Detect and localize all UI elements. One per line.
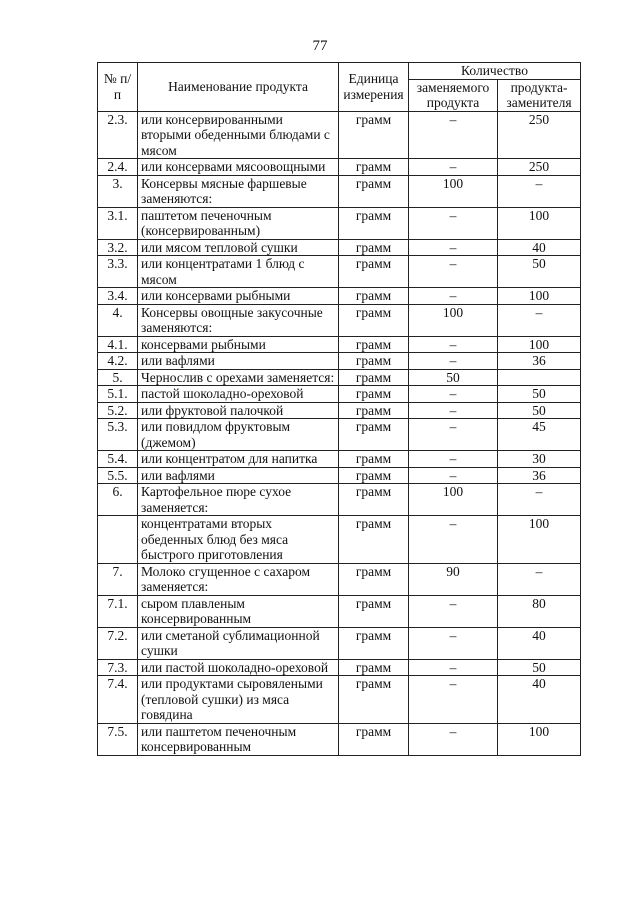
row-number: 3.3. bbox=[98, 256, 138, 288]
product-name: или паштетом печеночным консервированным bbox=[138, 723, 339, 755]
unit: грамм bbox=[339, 175, 409, 207]
row-number: 7.4. bbox=[98, 676, 138, 724]
substitute-qty: 36 bbox=[498, 467, 581, 484]
unit: грамм bbox=[339, 256, 409, 288]
substitute-qty: 100 bbox=[498, 288, 581, 305]
product-name: или консервами мясоовощными bbox=[138, 159, 339, 176]
unit: грамм bbox=[339, 595, 409, 627]
product-name: Молоко сгущенное с сахаром заменяется: bbox=[138, 563, 339, 595]
header-unit: Единица измерения bbox=[339, 63, 409, 112]
substitute-qty: 40 bbox=[498, 676, 581, 724]
unit: грамм bbox=[339, 563, 409, 595]
header-replaced: заменяемого продукта bbox=[409, 79, 498, 111]
unit: грамм bbox=[339, 467, 409, 484]
product-name: Картофельное пюре сухое заменяется: bbox=[138, 484, 339, 516]
table-row bbox=[98, 239, 581, 256]
substitute-qty: – bbox=[498, 484, 581, 516]
unit: грамм bbox=[339, 676, 409, 724]
replaced-qty: – bbox=[409, 419, 498, 451]
product-name: или сметаной сублимационной сушки bbox=[138, 627, 339, 659]
replaced-qty: – bbox=[409, 676, 498, 724]
product-name: или продуктами сыровялеными (тепловой сушки) из мяса говядина bbox=[138, 676, 339, 724]
substitute-qty: 30 bbox=[498, 451, 581, 468]
unit: грамм bbox=[339, 353, 409, 370]
row-number: 3.2. bbox=[98, 239, 138, 256]
header-quantity: Количество bbox=[409, 63, 581, 80]
row-number: 3. bbox=[98, 175, 138, 207]
table-row bbox=[98, 111, 581, 159]
row-number: 4.1. bbox=[98, 336, 138, 353]
table-row bbox=[98, 288, 581, 305]
unit: грамм bbox=[339, 419, 409, 451]
substitute-qty: 40 bbox=[498, 239, 581, 256]
table-row bbox=[98, 402, 581, 419]
unit: грамм bbox=[339, 516, 409, 564]
table-row bbox=[98, 516, 581, 564]
unit: грамм bbox=[339, 304, 409, 336]
unit: грамм bbox=[339, 484, 409, 516]
row-number: 6. bbox=[98, 484, 138, 516]
row-number bbox=[98, 516, 138, 564]
row-number: 5.3. bbox=[98, 419, 138, 451]
substitution-table bbox=[97, 62, 581, 756]
substitute-qty: 100 bbox=[498, 516, 581, 564]
unit: грамм bbox=[339, 159, 409, 176]
row-number: 7.3. bbox=[98, 659, 138, 676]
table-row bbox=[98, 563, 581, 595]
replaced-qty: – bbox=[409, 402, 498, 419]
substitute-qty: 45 bbox=[498, 419, 581, 451]
substitute-qty: – bbox=[498, 175, 581, 207]
substitute-qty: 100 bbox=[498, 723, 581, 755]
product-name: Консервы овощные закусочные заменяются: bbox=[138, 304, 339, 336]
table-row bbox=[98, 207, 581, 239]
unit: грамм bbox=[339, 386, 409, 403]
replaced-qty: 100 bbox=[409, 484, 498, 516]
product-name: или консервированными вторыми обеденными блюдами с мясом bbox=[138, 111, 339, 159]
substitute-qty: – bbox=[498, 304, 581, 336]
unit: грамм bbox=[339, 451, 409, 468]
unit: грамм bbox=[339, 659, 409, 676]
replaced-qty: – bbox=[409, 207, 498, 239]
product-name: или концентратами 1 блюд с мясом bbox=[138, 256, 339, 288]
substitute-qty: 100 bbox=[498, 336, 581, 353]
table-row bbox=[98, 353, 581, 370]
header-num: № п/п bbox=[98, 63, 138, 112]
unit: грамм bbox=[339, 627, 409, 659]
row-number: 2.3. bbox=[98, 111, 138, 159]
row-number: 4.2. bbox=[98, 353, 138, 370]
table-row bbox=[98, 676, 581, 724]
unit: грамм bbox=[339, 207, 409, 239]
substitute-qty: 80 bbox=[498, 595, 581, 627]
replaced-qty: – bbox=[409, 386, 498, 403]
unit: грамм bbox=[339, 239, 409, 256]
substitute-qty: 250 bbox=[498, 111, 581, 159]
replaced-qty: – bbox=[409, 659, 498, 676]
row-number: 3.4. bbox=[98, 288, 138, 305]
row-number: 2.4. bbox=[98, 159, 138, 176]
replaced-qty: – bbox=[409, 723, 498, 755]
table-row bbox=[98, 175, 581, 207]
substitute-qty: 100 bbox=[498, 207, 581, 239]
replaced-qty: – bbox=[409, 288, 498, 305]
substitute-qty: 50 bbox=[498, 256, 581, 288]
replaced-qty: 90 bbox=[409, 563, 498, 595]
row-number: 5.1. bbox=[98, 386, 138, 403]
unit: грамм bbox=[339, 288, 409, 305]
product-name: или мясом тепловой сушки bbox=[138, 239, 339, 256]
row-number: 3.1. bbox=[98, 207, 138, 239]
table-row bbox=[98, 369, 581, 386]
table-row bbox=[98, 256, 581, 288]
header-name: Наименование продукта bbox=[138, 63, 339, 112]
substitute-qty: 40 bbox=[498, 627, 581, 659]
product-name: сыром плавленым консервированным bbox=[138, 595, 339, 627]
product-name: или вафлями bbox=[138, 467, 339, 484]
substitute-qty: – bbox=[498, 563, 581, 595]
header-row-top bbox=[98, 63, 581, 80]
table-row bbox=[98, 659, 581, 676]
table-row bbox=[98, 627, 581, 659]
unit: грамм bbox=[339, 336, 409, 353]
product-name: или фруктовой палочкой bbox=[138, 402, 339, 419]
product-name: концентратами вторых обеденных блюд без мяса быстрого приготовления bbox=[138, 516, 339, 564]
replaced-qty: – bbox=[409, 239, 498, 256]
replaced-qty: 100 bbox=[409, 304, 498, 336]
product-name: или повидлом фруктовым (джемом) bbox=[138, 419, 339, 451]
replaced-qty: – bbox=[409, 336, 498, 353]
replaced-qty: – bbox=[409, 256, 498, 288]
table-row bbox=[98, 484, 581, 516]
product-name: Чернослив с орехами заменяется: bbox=[138, 369, 339, 386]
row-number: 5. bbox=[98, 369, 138, 386]
unit: грамм bbox=[339, 111, 409, 159]
table-row bbox=[98, 419, 581, 451]
substitute-qty: 250 bbox=[498, 159, 581, 176]
table-row bbox=[98, 159, 581, 176]
table-body bbox=[98, 111, 581, 755]
product-name: пастой шоколадно-ореховой bbox=[138, 386, 339, 403]
row-number: 4. bbox=[98, 304, 138, 336]
replaced-qty: 100 bbox=[409, 175, 498, 207]
product-name: Консервы мясные фаршевые заменяются: bbox=[138, 175, 339, 207]
replaced-qty: – bbox=[409, 627, 498, 659]
page-number: 77 bbox=[312, 38, 328, 54]
substitute-qty: 36 bbox=[498, 353, 581, 370]
replaced-qty: – bbox=[409, 451, 498, 468]
replaced-qty: – bbox=[409, 159, 498, 176]
replaced-qty: – bbox=[409, 467, 498, 484]
row-number: 7. bbox=[98, 563, 138, 595]
replaced-qty: – bbox=[409, 111, 498, 159]
substitute-qty bbox=[498, 369, 581, 386]
row-number: 5.4. bbox=[98, 451, 138, 468]
unit: грамм bbox=[339, 369, 409, 386]
substitute-qty: 50 bbox=[498, 386, 581, 403]
table-row bbox=[98, 723, 581, 755]
row-number: 5.5. bbox=[98, 467, 138, 484]
substitute-qty: 50 bbox=[498, 402, 581, 419]
row-number: 7.5. bbox=[98, 723, 138, 755]
replaced-qty: 50 bbox=[409, 369, 498, 386]
replaced-qty: – bbox=[409, 516, 498, 564]
table-row bbox=[98, 451, 581, 468]
table-row bbox=[98, 467, 581, 484]
unit: грамм bbox=[339, 402, 409, 419]
table-row bbox=[98, 336, 581, 353]
replaced-qty: – bbox=[409, 595, 498, 627]
product-name: или пастой шоколадно-ореховой bbox=[138, 659, 339, 676]
row-number: 7.1. bbox=[98, 595, 138, 627]
product-name: или концентратом для напитка bbox=[138, 451, 339, 468]
table-row bbox=[98, 304, 581, 336]
substitute-qty: 50 bbox=[498, 659, 581, 676]
product-name: или консервами рыбными bbox=[138, 288, 339, 305]
product-name: паштетом печеночным (консервированным) bbox=[138, 207, 339, 239]
unit: грамм bbox=[339, 723, 409, 755]
row-number: 5.2. bbox=[98, 402, 138, 419]
product-name: консервами рыбными bbox=[138, 336, 339, 353]
table-row bbox=[98, 386, 581, 403]
replaced-qty: – bbox=[409, 353, 498, 370]
product-name: или вафлями bbox=[138, 353, 339, 370]
header-substitute: продукта-заменителя bbox=[498, 79, 581, 111]
table-row bbox=[98, 595, 581, 627]
row-number: 7.2. bbox=[98, 627, 138, 659]
